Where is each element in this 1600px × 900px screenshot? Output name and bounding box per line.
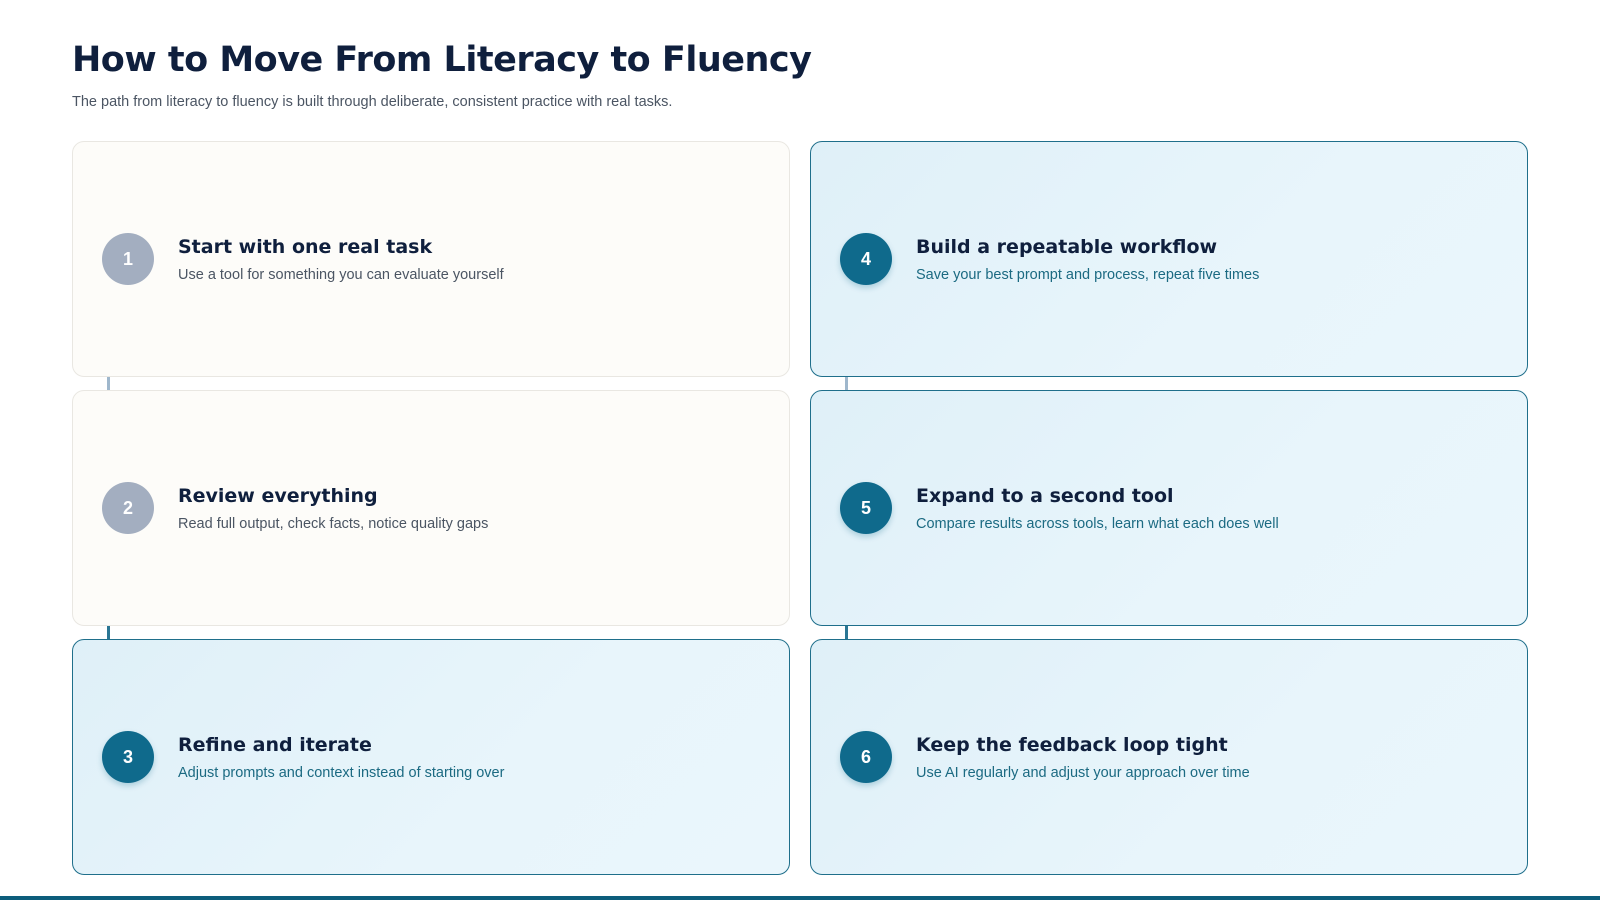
step-card-6 — [810, 639, 1528, 875]
step-description: Use AI regularly and adjust your approach over time — [916, 764, 1250, 781]
step-card-5 — [810, 390, 1528, 626]
page-subtitle: The path from literacy to fluency is built through deliberate, consistent practice with real tasks. — [72, 94, 673, 110]
step-number-badge: 5 — [840, 482, 892, 534]
steps-column-right — [810, 141, 1528, 876]
step-title: Expand to a second tool — [916, 484, 1174, 507]
step-description: Use a tool for something you can evaluate yourself — [178, 266, 504, 283]
step-text — [916, 236, 1259, 283]
page-header — [72, 40, 811, 110]
step-number-badge: 3 — [102, 731, 154, 783]
step-description: Read full output, check facts, notice quality gaps — [178, 515, 489, 532]
step-number-badge: 1 — [102, 233, 154, 285]
bottom-accent-bar — [0, 896, 1600, 900]
step-connector — [107, 626, 110, 639]
step-number-badge: 2 — [102, 482, 154, 534]
step-card-1 — [72, 141, 790, 377]
step-text — [916, 734, 1250, 781]
step-title: Refine and iterate — [178, 733, 372, 756]
step-title: Review everything — [178, 484, 378, 507]
step-connector — [107, 377, 110, 390]
page-title: How to Move From Literacy to Fluency — [72, 40, 812, 80]
step-number-badge: 6 — [840, 731, 892, 783]
step-text — [916, 485, 1279, 532]
step-title: Start with one real task — [178, 235, 433, 258]
step-title: Build a repeatable workflow — [916, 235, 1218, 258]
step-title: Keep the feedback loop tight — [916, 733, 1228, 756]
step-card-3 — [72, 639, 790, 875]
step-connector — [845, 377, 848, 390]
step-text — [178, 236, 504, 283]
step-number-badge: 4 — [840, 233, 892, 285]
step-description: Compare results across tools, learn what each does well — [916, 515, 1279, 532]
step-text — [178, 485, 488, 532]
step-card-2 — [72, 390, 790, 626]
steps-grid — [72, 141, 1528, 876]
steps-column-left — [72, 141, 790, 876]
step-description: Adjust prompts and context instead of starting over — [178, 764, 505, 781]
step-description: Save your best prompt and process, repeat five times — [916, 266, 1260, 283]
step-text — [178, 734, 504, 781]
step-card-4 — [810, 141, 1528, 377]
step-connector — [845, 626, 848, 639]
